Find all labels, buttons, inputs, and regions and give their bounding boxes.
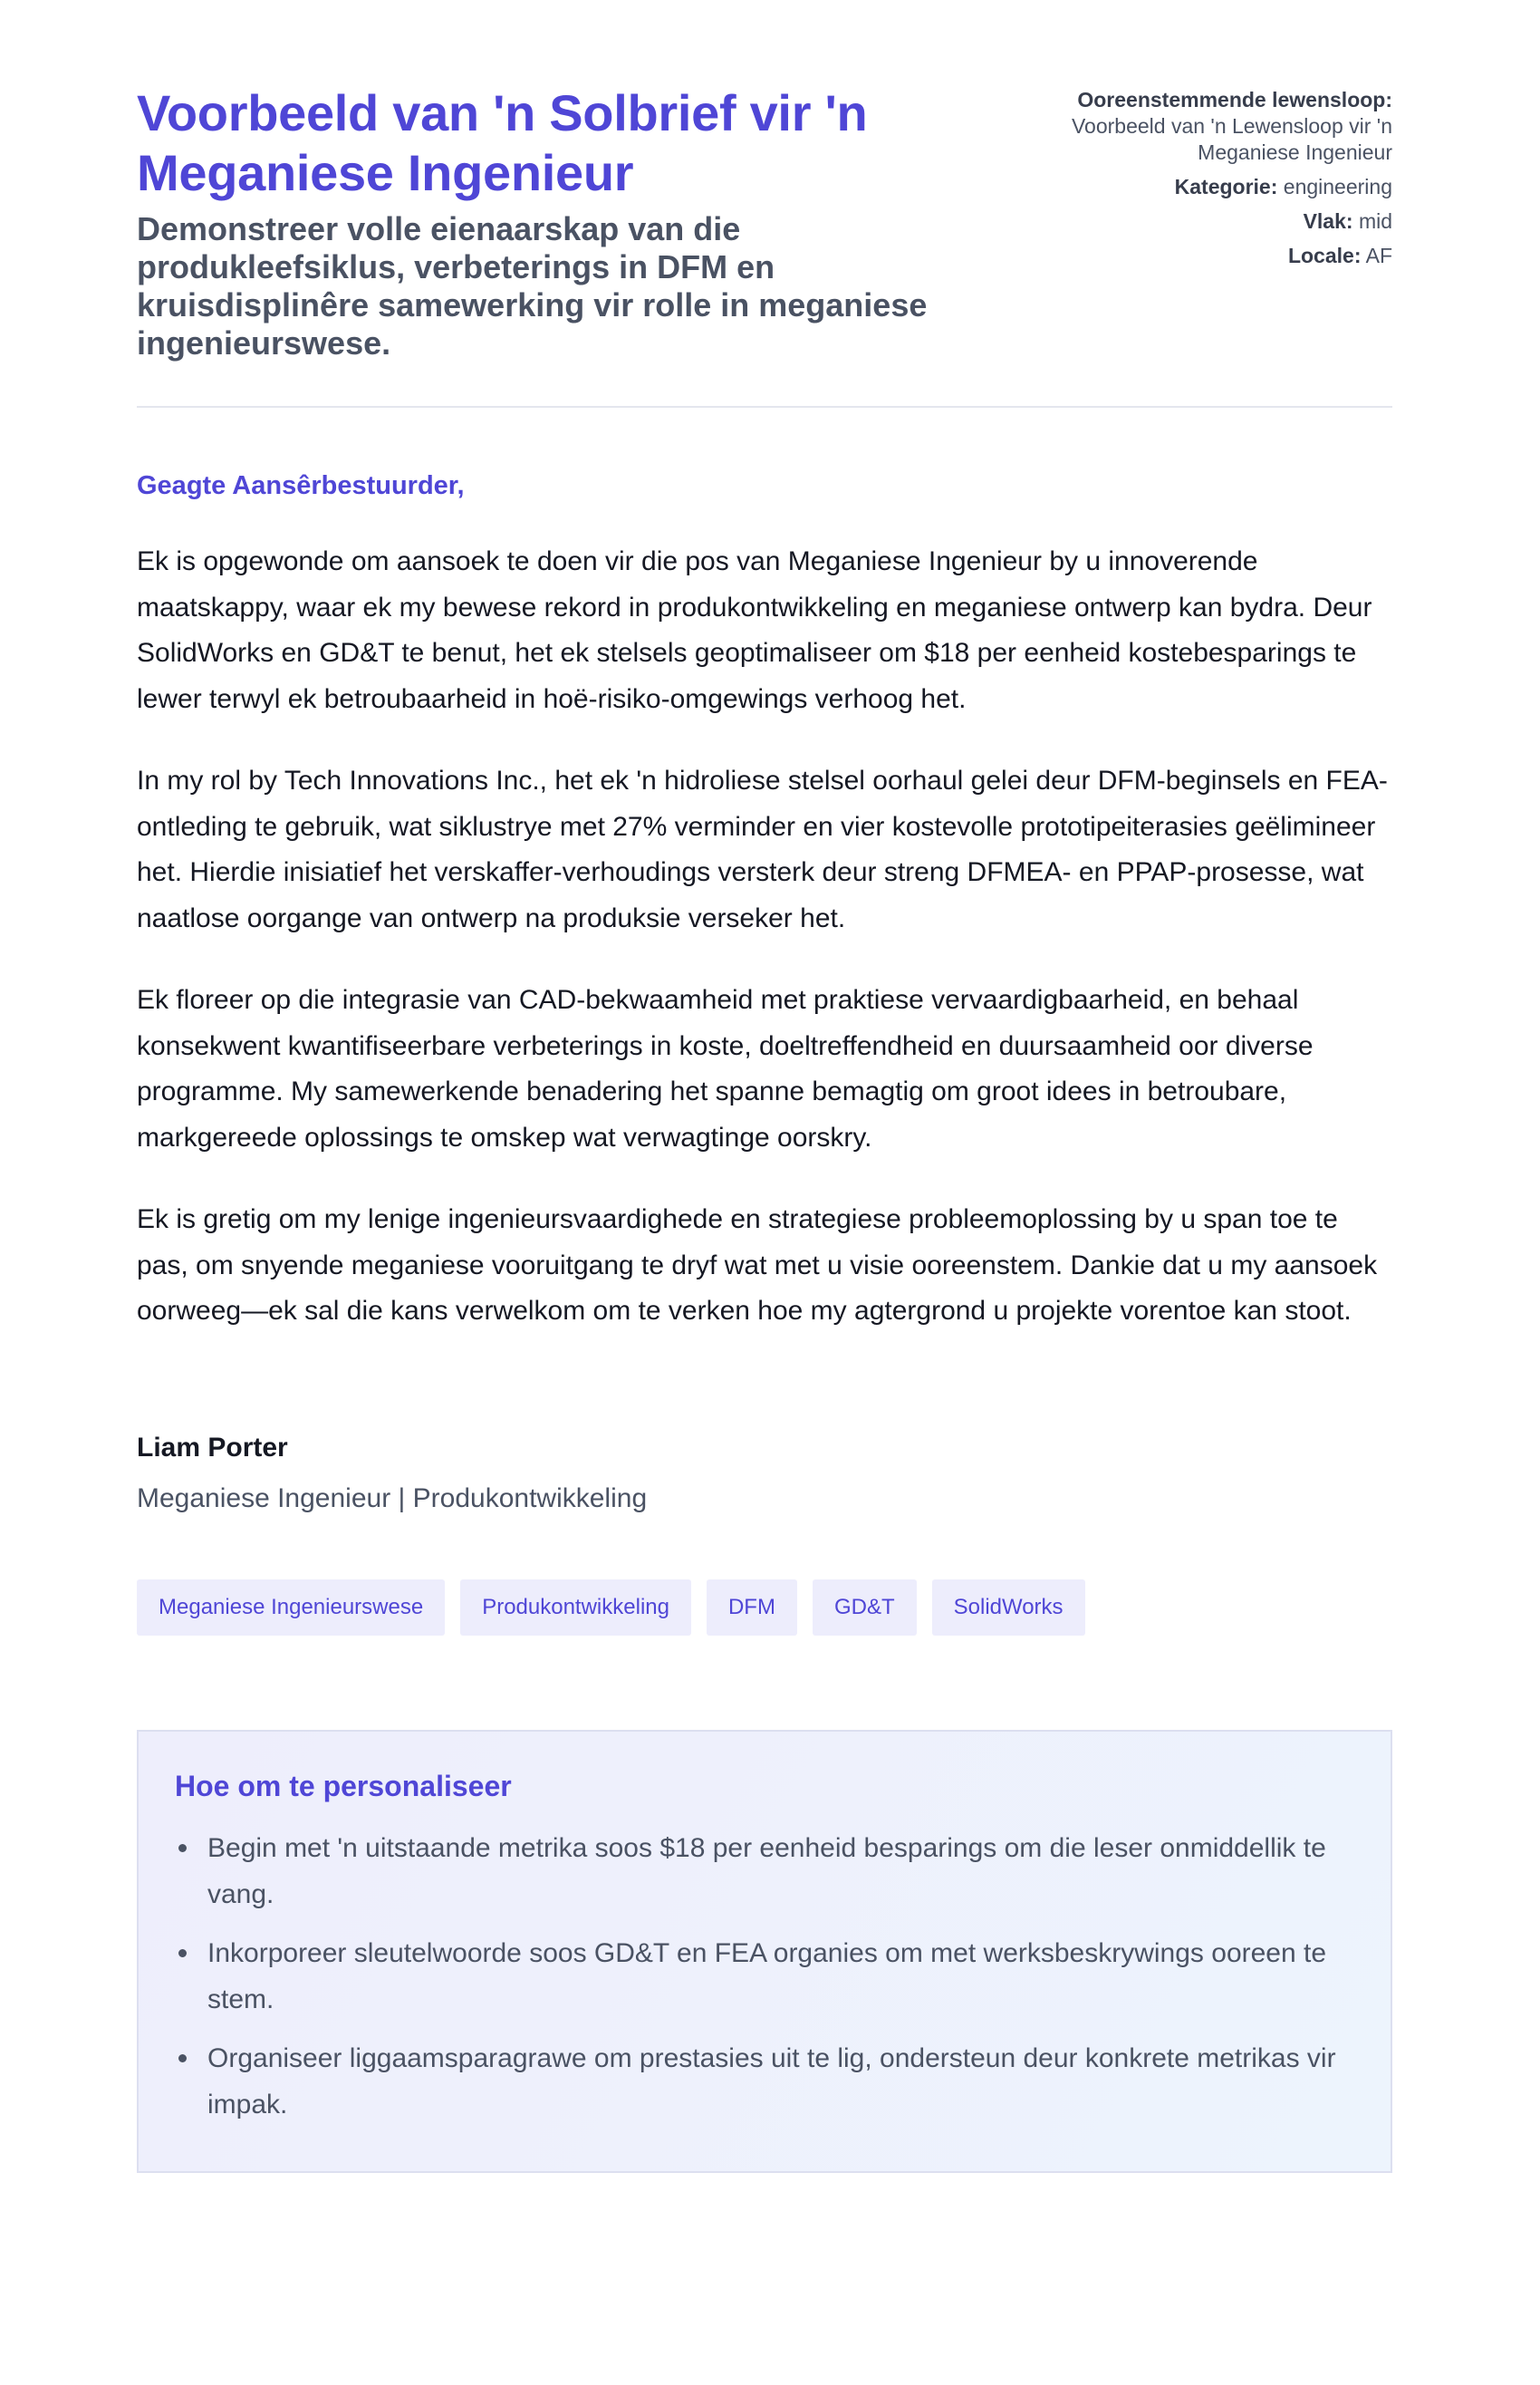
- tip-item: Inkorporeer sleutelwoorde soos GD&T en FEA organies om met werksbeskrywings ooreen te stem.: [175, 1930, 1354, 2023]
- meta-locale-label: Locale:: [1287, 244, 1362, 267]
- meta-level-label: Vlak:: [1303, 209, 1353, 233]
- header-title-block: [137, 83, 952, 362]
- tag-item[interactable]: Produkontwikkeling: [460, 1579, 691, 1636]
- letter-paragraph: Ek is gretig om my lenige ingenieursvaardighede en strategiese probleemoplossing by u span toe te pas, om snyende meganiese vooruitgang te dryf wat met u visie ooreenstem. Dankie dat u my aansoek oorweeg—ek sal die kans verwelkom om te verken hoe my agtergrond u projekte vorentoe kan stoot.: [137, 1204, 1378, 1326]
- meta-locale: [1030, 243, 1392, 269]
- tip-item: Begin met 'n uitstaande metrika soos $18 per eenheid besparings om die leser onmiddellik te vang.: [175, 1825, 1354, 1917]
- letter-salutation: Geagte Aansêrbestuurder,: [137, 471, 465, 500]
- meta-level: [1030, 208, 1392, 235]
- letter-paragraph: Ek floreer op die integrasie van CAD-bekwaamheid met praktiese vervaardigbaarheid, en behaal konsekwent kwantifiseerbare verbeterings in koste, doeltreffendheid en duursaamheid oor diverse programme. My samewerkende benadering het spanne bemagtig om groot idees in betroubare, markgereede oplossings te omskep wat verwagtinge oorskry.: [137, 985, 1314, 1153]
- tag-item[interactable]: GD&T: [813, 1579, 917, 1636]
- meta-resume-label: Ooreenstemmende lewensloop:: [1077, 88, 1392, 111]
- page-subtitle: Demonstreer volle eienaarskap van die produkleefsiklus, verbeterings in DFM en kruisdisplinêre samewerking vir rolle in meganiese ingenieurswese.: [137, 210, 928, 362]
- letter-paragraph: In my rol by Tech Innovations Inc., het ek 'n hidroliese stelsel oorhaul gelei deur DFM-beginsels en FEA-ontleding te gebruik, wat siklustrye met 27% verminder en vier kostevolle prototipeiterasies geëlimineer het. Hierdie inisiatief het verskaffer-verhoudings versterk deur streng DFMEA- en PPAP-prosesse, wat naatlose oorgange van ontwerp na produksie verseker het.: [137, 766, 1388, 933]
- meta-panel: [1030, 83, 1392, 277]
- signature-title: Meganiese Ingenieur | Produkontwikkeling: [137, 1482, 648, 1513]
- letter-paragraph: Ek is opgewonde om aansoek te doen vir die pos van Meganiese Ingenieur by u innoverende maatskappy, waar ek my bewese rekord in produkontwikkeling en meganiese ontwerp kan bydra. Deur SolidWorks en GD&T te benut, het ek stelsels geoptimaliseer om $18 per eenheid kostebesparings te lewer terwyl ek betroubaarheid in hoë-risiko-omgewings verhoog het.: [137, 546, 1372, 714]
- tag-item[interactable]: Meganiese Ingenieurswese: [137, 1579, 445, 1636]
- meta-resume-link[interactable]: Voorbeeld van 'n Lewensloop vir 'n Meganiese Ingenieur: [1071, 114, 1392, 164]
- tips-title: Hoe om te personaliseer: [175, 1769, 512, 1802]
- tag-item[interactable]: DFM: [707, 1579, 797, 1636]
- page-title: Voorbeeld van 'n Solbrief vir 'n Meganiese Ingenieur: [137, 84, 868, 201]
- signature-name: Liam Porter: [137, 1432, 288, 1463]
- tag-list: [137, 1579, 1392, 1636]
- page-header: [137, 83, 1392, 408]
- letter-body: [137, 471, 1392, 1514]
- tag-item[interactable]: SolidWorks: [932, 1579, 1085, 1636]
- meta-category-label: Kategorie:: [1174, 175, 1278, 198]
- tips-list: [175, 1825, 1354, 2128]
- meta-category-value: engineering: [1283, 175, 1392, 198]
- personalize-tips-box: [137, 1730, 1392, 2173]
- cover-letter-page: [137, 83, 1392, 2173]
- meta-resume: [1030, 87, 1392, 166]
- meta-locale-value: AF: [1365, 244, 1392, 267]
- meta-category: [1030, 174, 1392, 200]
- tip-item: Organiseer liggaamsparagrawe om prestasies uit te lig, ondersteun deur konkrete metrikas vir impak.: [175, 2035, 1354, 2128]
- meta-level-value: mid: [1358, 209, 1392, 233]
